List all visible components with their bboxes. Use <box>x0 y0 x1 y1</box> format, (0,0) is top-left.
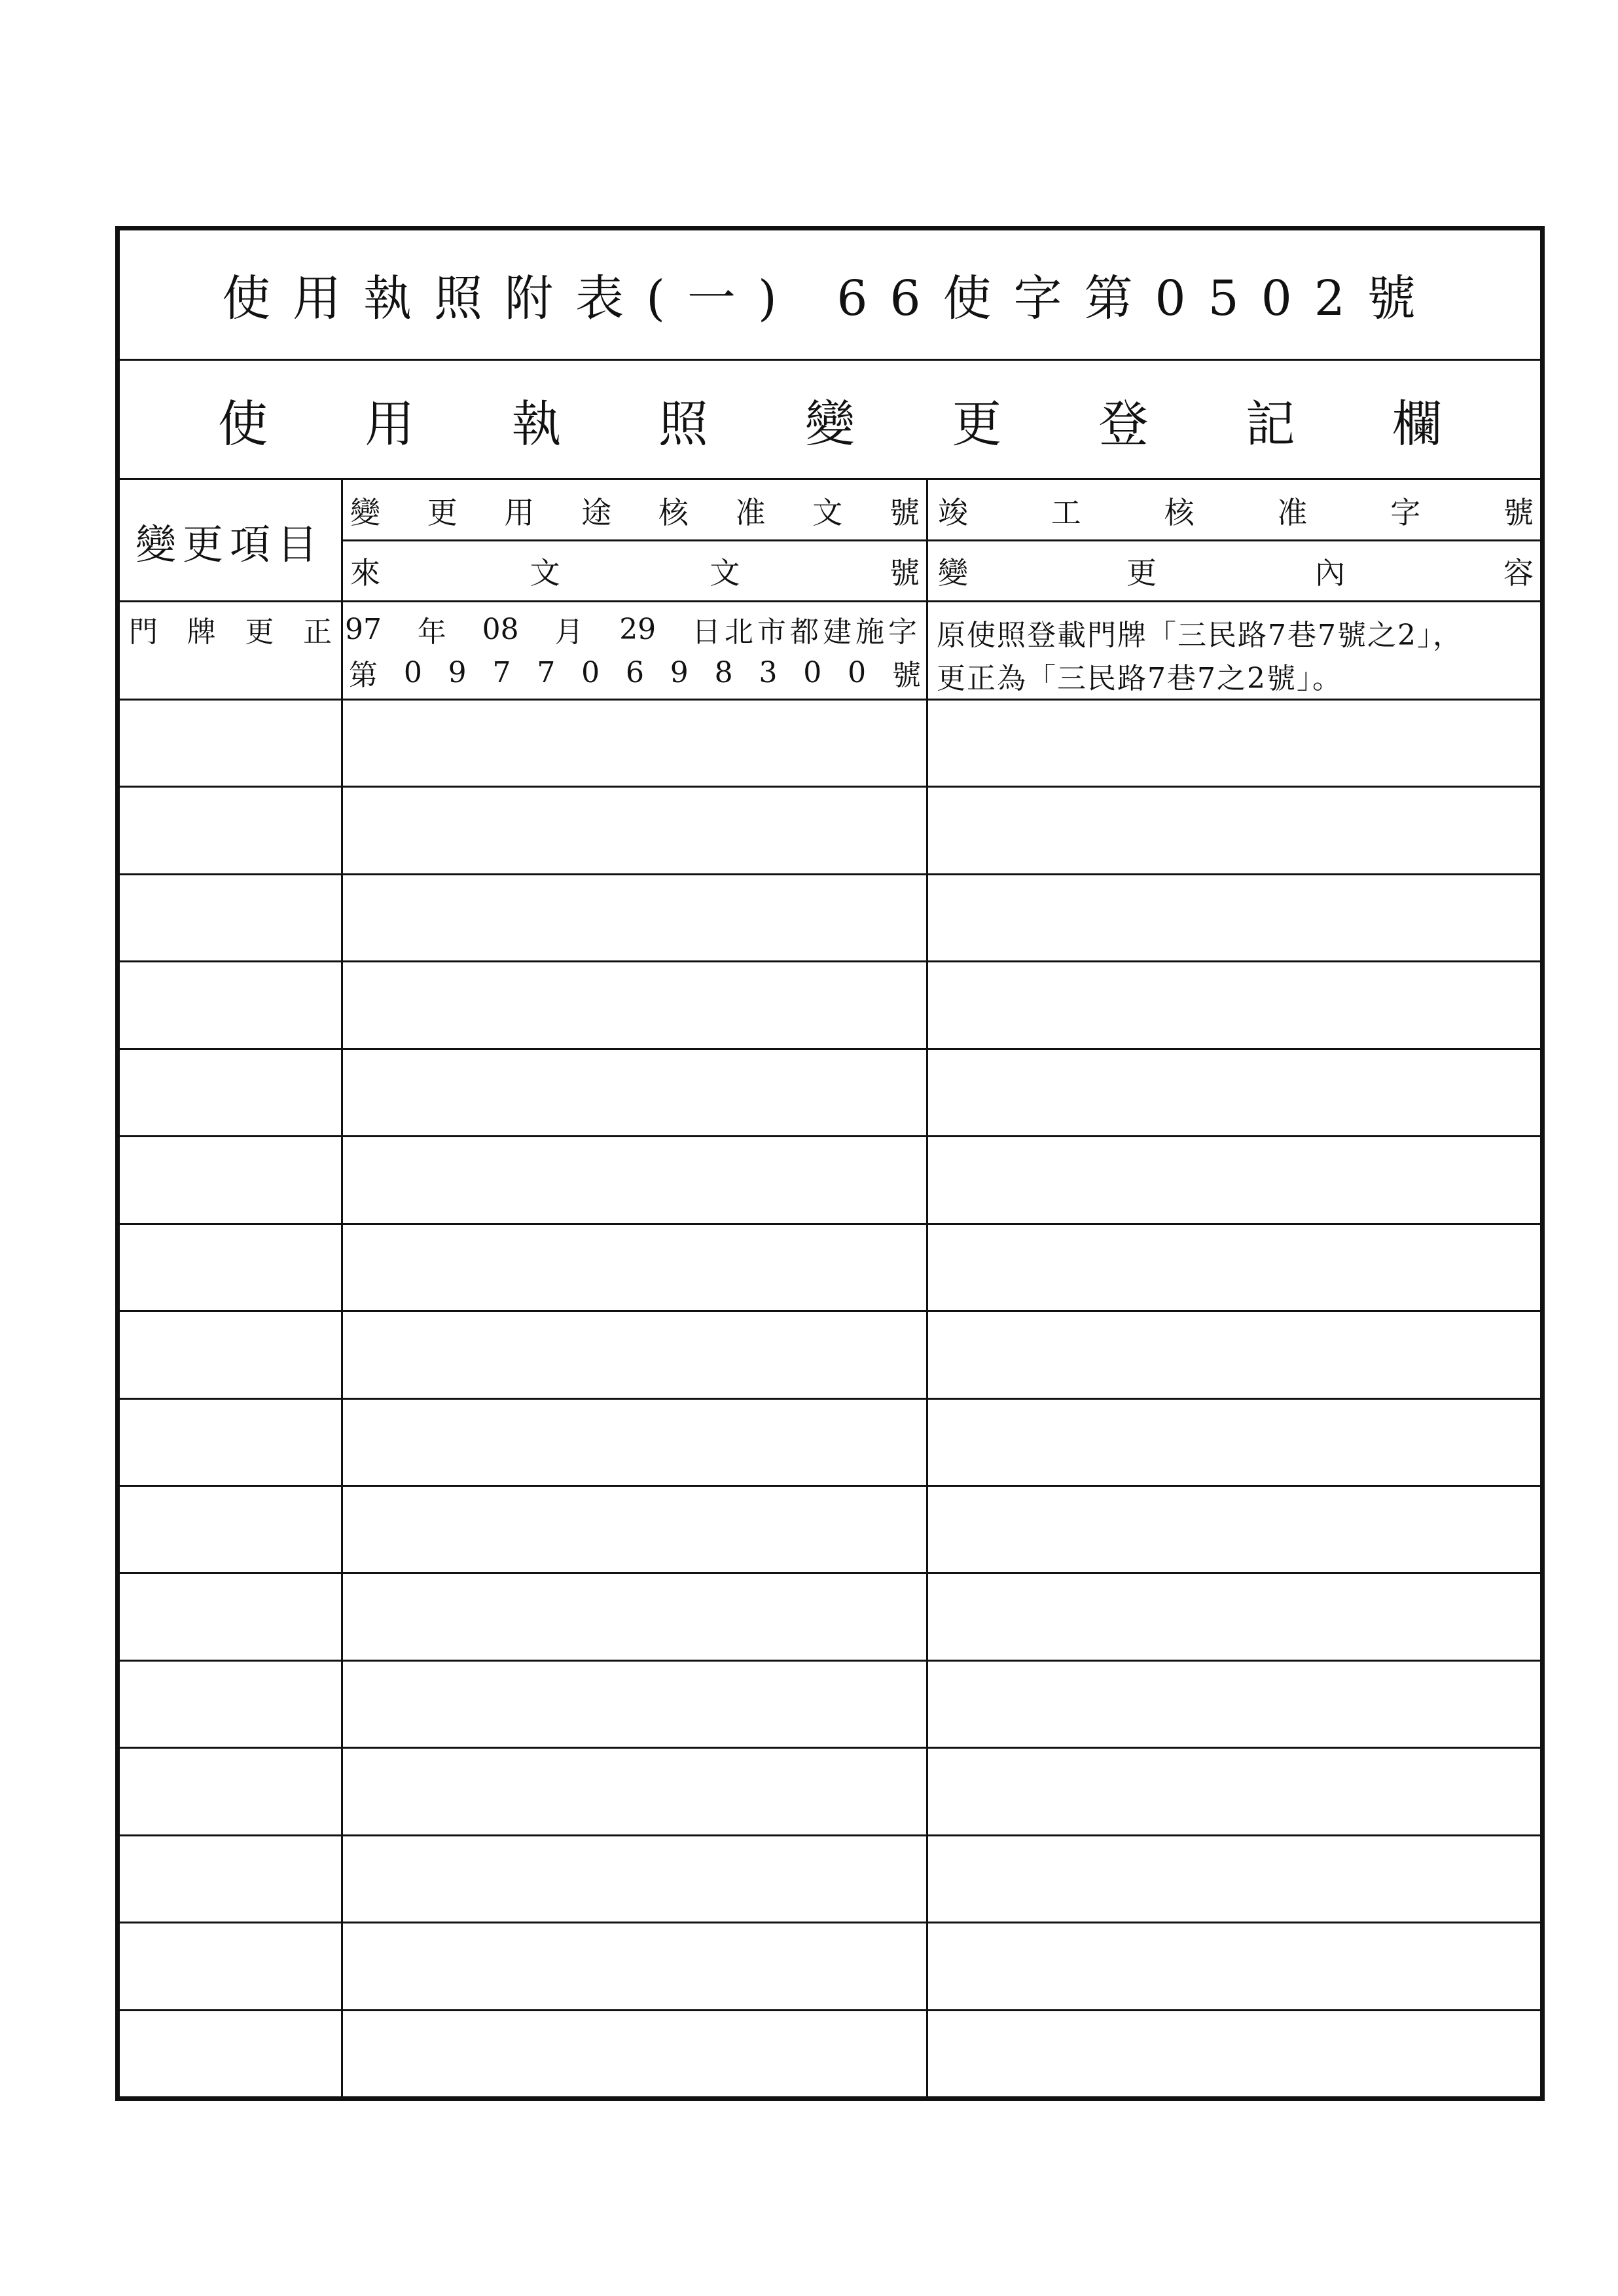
header-char: 變 <box>938 555 968 591</box>
doc-text: 號 <box>891 659 921 692</box>
form-title: 使用執照附表(一) 66使字第0502號 <box>222 270 1438 327</box>
divider <box>342 539 1540 541</box>
doc-text: 97 <box>345 612 382 646</box>
empty-row-divider <box>120 1398 1540 1400</box>
row-doc-line2 <box>349 649 921 695</box>
doc-text: 月 <box>554 615 584 649</box>
empty-row-divider <box>120 1223 1540 1225</box>
row-item-char: 正 <box>302 615 332 649</box>
header-char: 文 <box>710 555 740 591</box>
empty-row-divider <box>120 960 1540 962</box>
section-title <box>218 361 1442 479</box>
header-char: 容 <box>1503 555 1534 591</box>
row-item-char: 牌 <box>187 615 216 649</box>
section-title-char: 用 <box>365 394 415 453</box>
section-title-char: 照 <box>658 394 708 453</box>
doc-text: 7 <box>537 655 556 689</box>
section-title-char: 記 <box>1245 394 1295 453</box>
doc-text: 日北市都建施字 <box>691 615 921 649</box>
row-content-line2: 更正為「三民路7巷7之2號」。 <box>937 662 1342 695</box>
header-char: 變 <box>350 495 380 530</box>
header-char: 更 <box>427 495 458 530</box>
section-title-char: 使 <box>218 394 268 453</box>
empty-row-divider <box>120 2009 1540 2011</box>
header-col3-top <box>938 482 1534 539</box>
header-char: 更 <box>1126 555 1157 591</box>
empty-row-divider <box>120 1834 1540 1836</box>
doc-text: 29 <box>619 612 656 646</box>
doc-text: 第 <box>349 659 378 692</box>
header-char: 內 <box>1315 555 1345 591</box>
empty-row-divider <box>120 1747 1540 1749</box>
empty-row-divider <box>120 1310 1540 1312</box>
column-divider <box>341 478 343 2096</box>
row-content-line1: 原使照登載門牌「三民路7巷7號之2」， <box>937 619 1463 652</box>
header-char: 號 <box>889 555 920 591</box>
column-divider <box>926 478 928 2096</box>
doc-text: 8 <box>714 655 733 689</box>
header-char: 來 <box>350 555 380 591</box>
doc-text: 0 <box>581 655 600 689</box>
doc-text: 3 <box>759 655 778 689</box>
empty-row-divider <box>120 1922 1540 1923</box>
section-title-char: 登 <box>1098 394 1149 453</box>
header-char: 文 <box>530 555 560 591</box>
header-col2-top <box>350 482 920 539</box>
header-char: 核 <box>658 495 689 530</box>
doc-text: 9 <box>448 655 467 689</box>
empty-row-divider <box>120 1135 1540 1137</box>
doc-text: 6 <box>625 655 644 689</box>
row-item <box>129 606 332 652</box>
divider <box>120 699 1540 701</box>
header-char: 號 <box>1503 495 1534 530</box>
row-item-char: 門 <box>129 615 158 649</box>
section-title-char: 變 <box>805 394 855 453</box>
header-char: 用 <box>504 495 535 530</box>
empty-row-divider <box>120 1048 1540 1050</box>
form-frame <box>115 226 1545 2101</box>
doc-text: 7 <box>492 655 511 689</box>
empty-row-divider <box>120 1572 1540 1574</box>
doc-text: 年 <box>417 615 446 649</box>
header-char: 途 <box>581 495 612 530</box>
section-title-char: 欄 <box>1392 394 1442 453</box>
doc-text: 08 <box>482 612 519 646</box>
header-char: 竣 <box>938 495 968 530</box>
header-char: 字 <box>1390 495 1421 530</box>
row-doc-line1 <box>345 606 921 652</box>
section-title-char: 更 <box>952 394 1002 453</box>
header-col3-bottom <box>938 542 1534 600</box>
header-char: 核 <box>1164 495 1195 530</box>
doc-text: 9 <box>670 655 689 689</box>
empty-row-divider <box>120 873 1540 875</box>
row-item-char: 更 <box>245 615 274 649</box>
doc-text: 0 <box>848 655 867 689</box>
section-title-char: 執 <box>511 394 562 453</box>
divider <box>120 600 1540 602</box>
header-col2-bottom <box>350 542 920 600</box>
empty-row-divider <box>120 786 1540 788</box>
doc-text: 0 <box>803 655 822 689</box>
empty-row-divider <box>120 1485 1540 1487</box>
header-char: 工 <box>1051 495 1081 530</box>
doc-text: 0 <box>403 655 422 689</box>
header-char: 文 <box>812 495 843 530</box>
header-char: 號 <box>889 495 920 530</box>
empty-row-divider <box>120 1660 1540 1662</box>
header-char: 准 <box>735 495 766 530</box>
header-change-item: 變更項目 <box>135 520 324 568</box>
header-char: 准 <box>1277 495 1308 530</box>
